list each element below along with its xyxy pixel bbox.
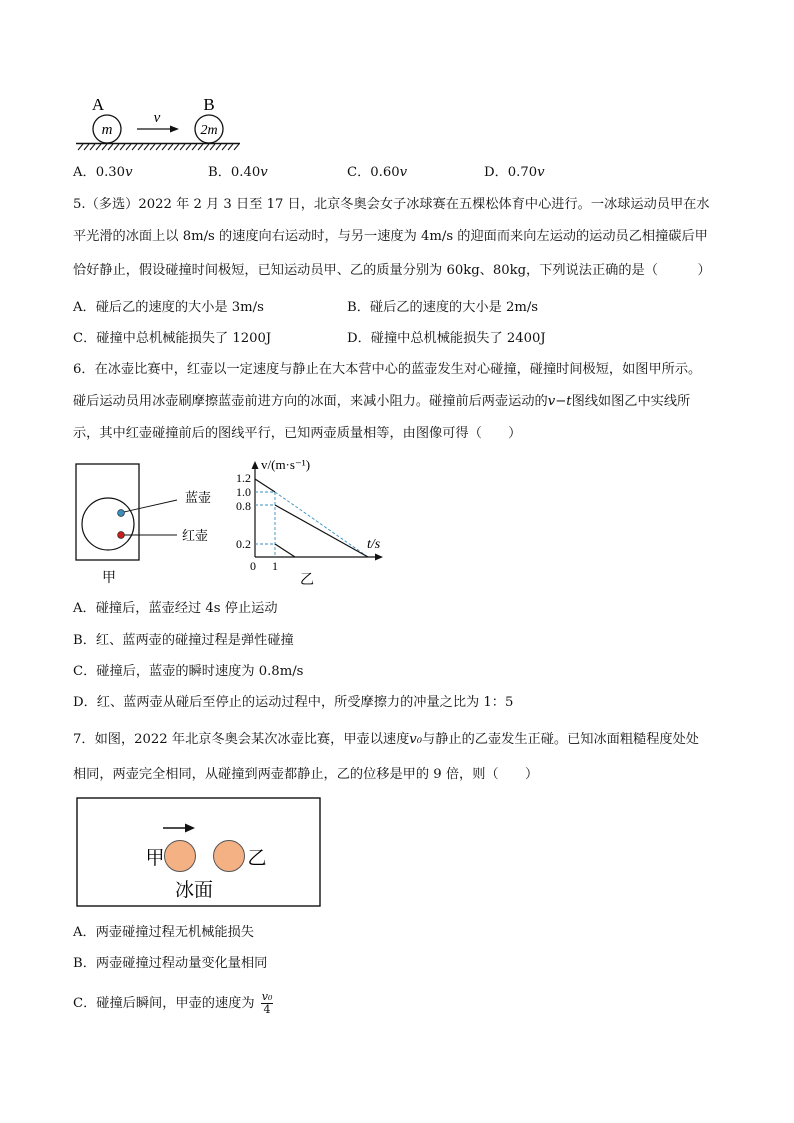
q6-yi-y-arrowhead xyxy=(252,461,259,469)
q6-yi-caption: 乙 xyxy=(300,573,314,588)
q5-option-a: A．碰后乙的速度的大小是 3m/s xyxy=(73,300,264,315)
q6-blue-stone xyxy=(118,510,125,517)
q6-jia-house-circle xyxy=(82,498,134,550)
q6-yi-red-before xyxy=(255,479,275,492)
q7-fraction xyxy=(261,991,274,1016)
q6-figure-yi xyxy=(228,456,398,590)
q7-stone-yi xyxy=(214,841,245,872)
q6-option-b: B．红、蓝两壶的碰撞过程是弹性碰撞 xyxy=(73,633,294,648)
q7-stone-jia xyxy=(165,841,196,872)
q5-option-d: D．碰撞中总机械能损失了 2400J xyxy=(347,331,546,346)
q6-yi-xtick-0: 0 xyxy=(250,559,256,573)
q6-figure-jia xyxy=(74,462,234,590)
q6-blue-pointer xyxy=(124,500,177,512)
q7-fraction-denominator: 4 xyxy=(263,1003,271,1016)
q6-yi-blue-after xyxy=(275,505,368,557)
q4-option-a: A．0.30v xyxy=(73,165,133,180)
q4-ground-hatch xyxy=(78,144,239,150)
q6-yi-ytick-1.0: 1.0 xyxy=(236,485,251,499)
q5-option-b: B．碰后乙的速度的大小是 2m/s xyxy=(347,300,539,315)
q4-option-b: B．0.40v xyxy=(208,165,268,180)
q6-option-d: D．红、蓝两壶从碰后至停止的运动过程中，所受摩擦力的冲量之比为 1：5 xyxy=(73,695,514,710)
q4-ball-b-mass: 2m xyxy=(200,123,218,138)
q7-option-a: A．两壶碰撞过程无机械能损失 xyxy=(73,925,254,940)
q6-red-stone xyxy=(118,532,125,539)
q7-fraction-numerator: v₀ xyxy=(261,990,273,1003)
q7-surface-label: 冰面 xyxy=(174,880,214,901)
q7-figure xyxy=(76,797,322,909)
q6-option-c: C．碰撞后，蓝壶的瞬时速度为 0.8m/s xyxy=(73,664,304,679)
q4-ball-a-mass: m xyxy=(101,122,113,138)
q4-arrowhead xyxy=(170,126,179,133)
q6-yi-x-arrowhead xyxy=(375,554,383,561)
q5-stem-line3: 恰好静止，假设碰撞时间极短，已知运动员甲、乙的质量分别为 60kg、80kg，下列说法正确的是（ ） xyxy=(73,263,711,278)
q6-stem-line3: 示，其中红壶碰撞前后的图线平行，已知两壶质量相等，由图像可得（ ） xyxy=(73,426,522,441)
q5-stem-line1: 5.（多选）2022 年 2 月 3 日至 17 日，北京冬奥会女子冰球赛在五棵松体育中心进行。一冰球运动员甲在水 xyxy=(73,197,710,212)
q7-label-yi: 乙 xyxy=(247,848,267,869)
q4-label-a: A xyxy=(91,95,105,114)
q6-option-a: A．碰撞后，蓝壶经过 4s 停止运动 xyxy=(73,601,278,616)
q6-blue-label: 蓝壶 xyxy=(185,490,212,505)
q7-label-jia: 甲 xyxy=(145,848,165,869)
q7-option-b: B．两壶碰撞过程动量变化量相同 xyxy=(73,956,268,971)
q6-red-label: 红壶 xyxy=(182,528,209,543)
q6-stem-line2: 碰后运动员用冰壶刷摩擦蓝壶前进方向的冰面，来减小阻力。碰撞前后两壶运动的v−t图线如图乙中实线所 xyxy=(73,394,691,409)
q6-yi-ytick-0.2: 0.2 xyxy=(236,537,251,551)
q5-stem-line2: 平光滑的冰面上以 8m/s 的速度向右运动时，与另一速度为 4m/s 的迎面而来向左运动的运动员乙相撞碳后甲 xyxy=(73,229,708,244)
q6-stem-line1: 6．在冰壶比赛中，红壶以一定速度与静止在大本营中心的蓝壶发生对心碰撞，碰撞时间极短，如图甲所示。 xyxy=(73,362,702,377)
q6-jia-caption: 甲 xyxy=(102,571,116,586)
q6-yi-ytick-0.8: 0.8 xyxy=(236,499,251,513)
q4-figure xyxy=(70,92,250,156)
q6-yi-ytick-1.2: 1.2 xyxy=(236,471,251,485)
q5-option-c: C．碰撞中总机械能损失了 1200J xyxy=(73,331,272,346)
q4-velocity-label: v xyxy=(153,110,161,126)
q4-label-b: B xyxy=(203,95,215,114)
q4-option-d: D．0.70v xyxy=(484,165,545,180)
q7-velocity-arrowhead xyxy=(185,824,195,833)
q7-stem-line1: 7．如图，2022 年北京冬奥会某次冰壶比赛，甲壶以速度v₀与静止的乙壶发生正碰。已知冰面粗糙程度处处 xyxy=(73,732,699,747)
q7-stem-line2: 相同，两壶完全相同，从碰撞到两壶都静止，乙的位移是甲的 9 倍，则（ ） xyxy=(73,767,539,782)
q6-yi-red-after xyxy=(275,544,295,557)
q6-yi-xlabel: t/s xyxy=(367,537,381,552)
q4-option-c: C．0.60v xyxy=(347,165,408,180)
q6-yi-ylabel: v/(m·s⁻¹) xyxy=(261,457,311,472)
q7-option-c: C．碰撞后瞬间，甲壶的速度为 $\frac{\text{v₀}}{4}$ xyxy=(73,990,273,1016)
q6-yi-xtick-1: 1 xyxy=(272,559,278,573)
